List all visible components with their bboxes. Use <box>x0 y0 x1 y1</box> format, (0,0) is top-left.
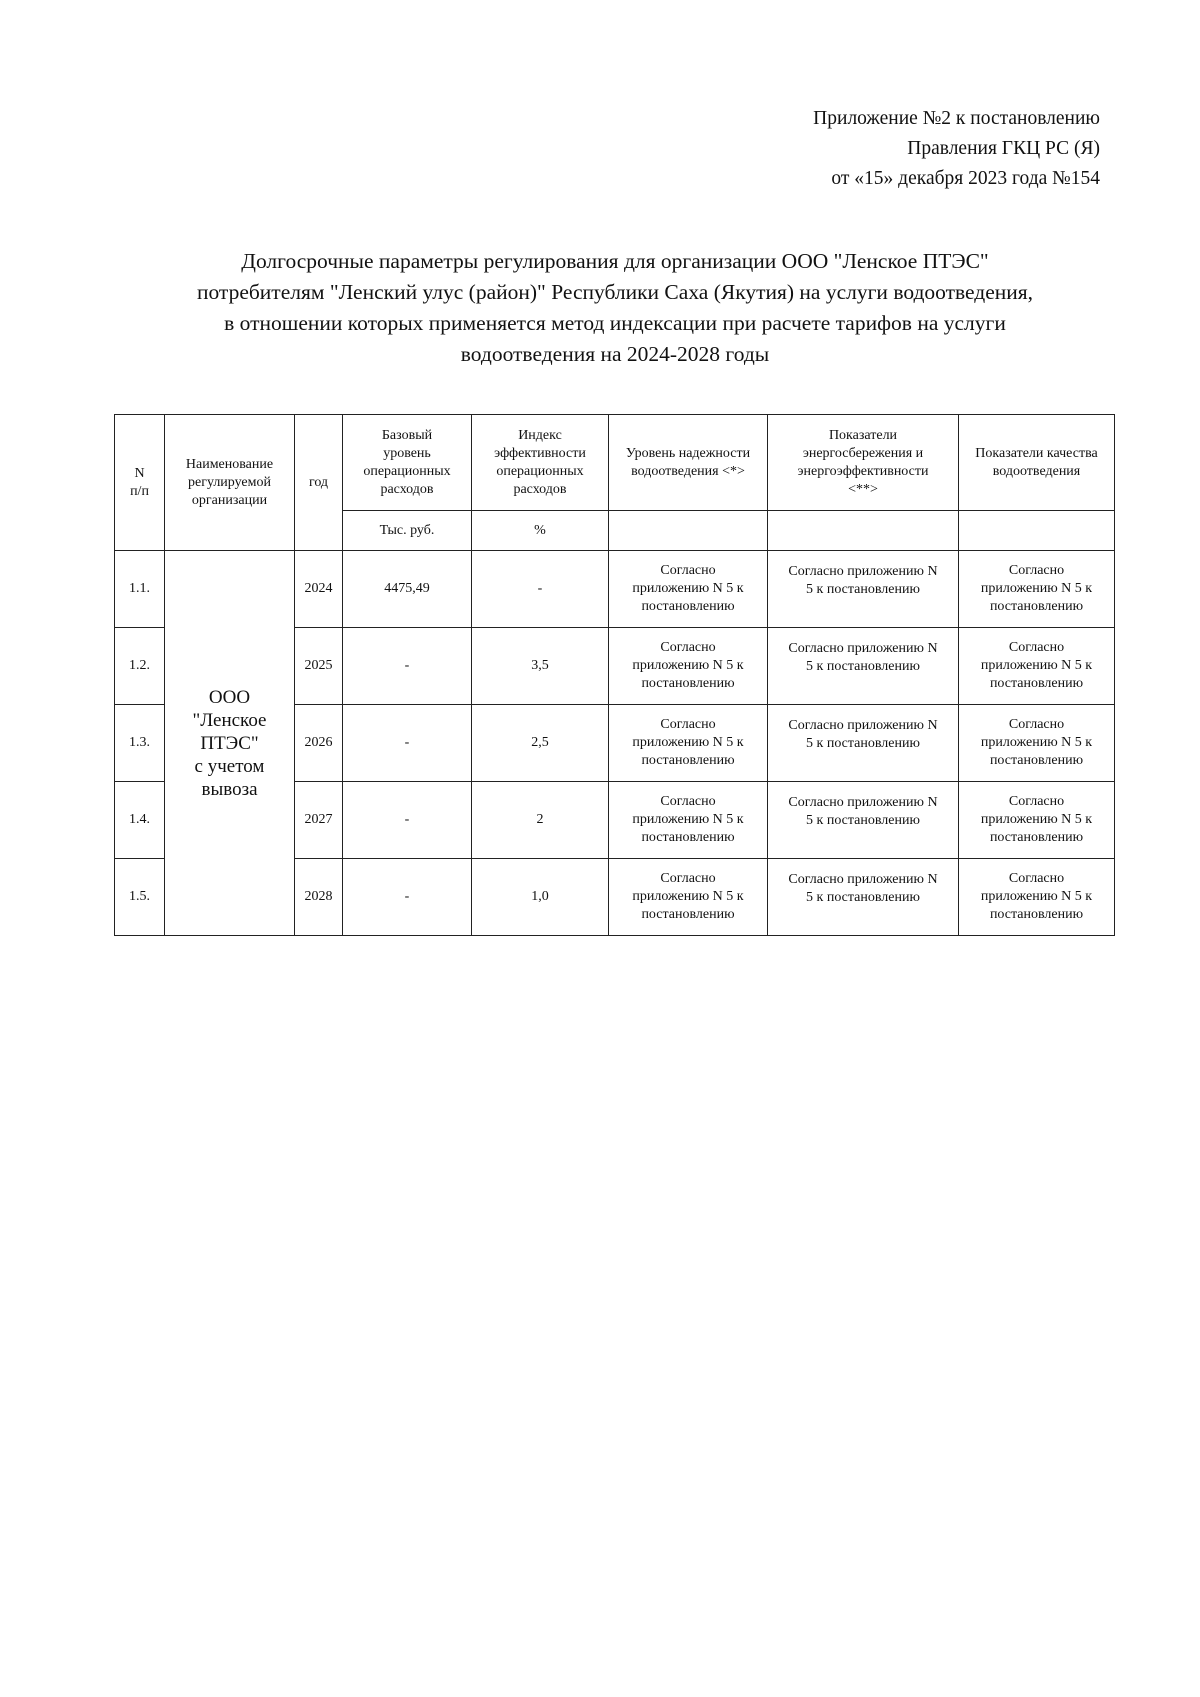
document-title <box>120 246 1110 370</box>
cell-text-line: Согласно <box>1008 640 1065 655</box>
header-energy <box>768 415 959 511</box>
cell-text-line: приложению N 5 к <box>980 735 1093 750</box>
cell-text-line: водоотведения <box>992 463 1081 479</box>
cell-text-line: 5 к постановлению <box>806 582 920 597</box>
cell-text-line: постановлению <box>641 753 735 768</box>
cell-text-line: ООО <box>208 686 251 708</box>
header-quality <box>959 415 1115 511</box>
row-base-level: - <box>343 782 472 859</box>
row-base-level: 4475,49 <box>343 551 472 628</box>
regulation-parameters-table <box>114 414 1115 936</box>
cell-text-line: Согласно <box>660 563 716 578</box>
cell-text-line: Согласно <box>660 640 716 655</box>
cell-text-line: Индекс <box>518 427 562 443</box>
row-quality <box>959 782 1115 859</box>
row-num: 1.4. <box>115 782 165 859</box>
cell-text-line: Уровень надежности <box>625 445 751 461</box>
cell-text-line: Согласно приложению N <box>788 795 938 810</box>
cell-text-line: приложению N 5 к <box>980 812 1093 827</box>
cell-text-line: постановлению <box>989 599 1084 614</box>
row-year: 2028 <box>295 859 343 936</box>
row-efficiency-index: 3,5 <box>472 628 609 705</box>
cell-text-line: приложению N 5 к <box>632 889 744 904</box>
cell-text-line: приложению N 5 к <box>632 812 744 827</box>
cell-text-line: Согласно приложению N <box>788 641 938 656</box>
row-energy <box>768 782 959 859</box>
title-line: водоотведения на 2024-2028 годы <box>460 342 770 366</box>
cell-text-line: операционных <box>496 463 584 479</box>
cell-text-line: Согласно <box>660 871 716 886</box>
row-energy <box>768 705 959 782</box>
cell-text-line: Согласно <box>660 794 716 809</box>
row-num: 1.2. <box>115 628 165 705</box>
cell-text-line: приложению N 5 к <box>632 658 744 673</box>
cell-text-line: п/п <box>130 483 149 499</box>
cell-text-line: Базовый <box>381 427 433 443</box>
cell-text-line: постановлению <box>989 753 1084 768</box>
cell-text-line: приложению N 5 к <box>980 581 1093 596</box>
row-quality <box>959 628 1115 705</box>
cell-text-line: "Ленское <box>192 709 267 731</box>
row-num: 1.3. <box>115 705 165 782</box>
header-base-level <box>343 415 472 511</box>
cell-text-line: операционных <box>363 463 451 479</box>
unit-reliability-empty <box>609 511 768 551</box>
cell-text-line: приложению N 5 к <box>632 581 744 596</box>
row-reliability <box>609 628 768 705</box>
cell-text-line: расходов <box>380 481 434 497</box>
header-authority-line: Правления ГКЦ РС (Я) <box>907 138 1100 159</box>
header-num <box>115 415 165 551</box>
cell-text-line: организации <box>191 492 268 508</box>
cell-text-line: регулируемой <box>187 474 271 490</box>
cell-text-line: постановлению <box>641 599 735 614</box>
cell-text-line: Согласно приложению N <box>788 718 938 733</box>
cell-text-line: приложению N 5 к <box>632 735 744 750</box>
cell-text-line: Согласно <box>1008 794 1065 809</box>
cell-text-line: постановлению <box>989 676 1084 691</box>
header-efficiency-index <box>472 415 609 511</box>
header-year: год <box>295 415 343 551</box>
cell-text-line: Наименование <box>185 456 274 472</box>
row-efficiency-index: 1,0 <box>472 859 609 936</box>
row-year: 2025 <box>295 628 343 705</box>
cell-text-line: 5 к постановлению <box>806 813 920 828</box>
row-quality <box>959 859 1115 936</box>
header-date-line: от «15» декабря 2023 года №154 <box>831 168 1100 189</box>
cell-text-line: Согласно приложению N <box>788 872 938 887</box>
row-num: 1.1. <box>115 551 165 628</box>
document-header <box>813 104 1100 194</box>
organization-name <box>165 551 295 936</box>
cell-text-line: вывоза <box>201 778 258 800</box>
cell-text-line: N <box>134 465 145 481</box>
header-org-name <box>165 415 295 551</box>
cell-text-line: 5 к постановлению <box>806 659 920 674</box>
cell-text-line: ПТЭС" <box>200 732 259 754</box>
row-quality <box>959 551 1115 628</box>
cell-text-line: постановлению <box>641 676 735 691</box>
cell-text-line: 5 к постановлению <box>806 890 920 905</box>
row-energy <box>768 551 959 628</box>
cell-text-line: Показатели <box>828 427 898 443</box>
header-reliability <box>609 415 768 511</box>
row-quality <box>959 705 1115 782</box>
cell-text-line: с учетом <box>194 755 265 777</box>
cell-text-line: постановлению <box>641 830 735 845</box>
row-energy <box>768 859 959 936</box>
cell-text-line: Согласно <box>1008 871 1065 886</box>
row-base-level: - <box>343 705 472 782</box>
table-header-row <box>115 415 1115 511</box>
cell-text-line: Показатели качества <box>975 445 1098 461</box>
unit-efficiency-index: % <box>472 511 609 551</box>
unit-energy-empty <box>768 511 959 551</box>
row-energy <box>768 628 959 705</box>
unit-quality-empty <box>959 511 1115 551</box>
row-reliability <box>609 859 768 936</box>
title-line: потребителям "Ленский улус (район)" Республики Саха (Якутия) на услуги водоотведения, <box>196 280 1034 304</box>
title-line: Долгосрочные параметры регулирования для организации ООО "Ленское ПТЭС" <box>241 249 989 273</box>
table-row <box>115 551 1115 628</box>
row-base-level: - <box>343 859 472 936</box>
cell-text-line: энергоэффективности <box>797 463 929 479</box>
row-reliability <box>609 705 768 782</box>
row-reliability <box>609 782 768 859</box>
row-efficiency-index: 2,5 <box>472 705 609 782</box>
cell-text-line: 5 к постановлению <box>806 736 920 751</box>
cell-text-line: постановлению <box>989 907 1084 922</box>
row-efficiency-index: - <box>472 551 609 628</box>
row-num: 1.5. <box>115 859 165 936</box>
cell-text-line: Согласно <box>660 717 716 732</box>
unit-base-level: Тыс. руб. <box>343 511 472 551</box>
cell-text-line: Согласно <box>1008 717 1065 732</box>
cell-text-line: постановлению <box>641 907 735 922</box>
row-efficiency-index: 2 <box>472 782 609 859</box>
cell-text-line: энергосбережения и <box>802 445 924 461</box>
row-year: 2026 <box>295 705 343 782</box>
cell-text-line: уровень <box>383 445 431 461</box>
cell-text-line: приложению N 5 к <box>980 889 1093 904</box>
title-line: в отношении которых применяется метод индексации при расчете тарифов на услуги <box>224 311 1006 335</box>
cell-text-line: Согласно приложению N <box>788 564 938 579</box>
cell-text-line: Согласно <box>1008 563 1065 578</box>
row-reliability <box>609 551 768 628</box>
cell-text-line: <**> <box>848 481 878 497</box>
cell-text-line: водоотведения <*> <box>631 463 745 479</box>
cell-text-line: эффективности <box>494 445 586 461</box>
cell-text-line: приложению N 5 к <box>980 658 1093 673</box>
row-year: 2027 <box>295 782 343 859</box>
cell-text-line: расходов <box>513 481 567 497</box>
row-year: 2024 <box>295 551 343 628</box>
header-appendix-line: Приложение №2 к постановлению <box>813 108 1100 129</box>
row-base-level: - <box>343 628 472 705</box>
cell-text-line: постановлению <box>989 830 1084 845</box>
